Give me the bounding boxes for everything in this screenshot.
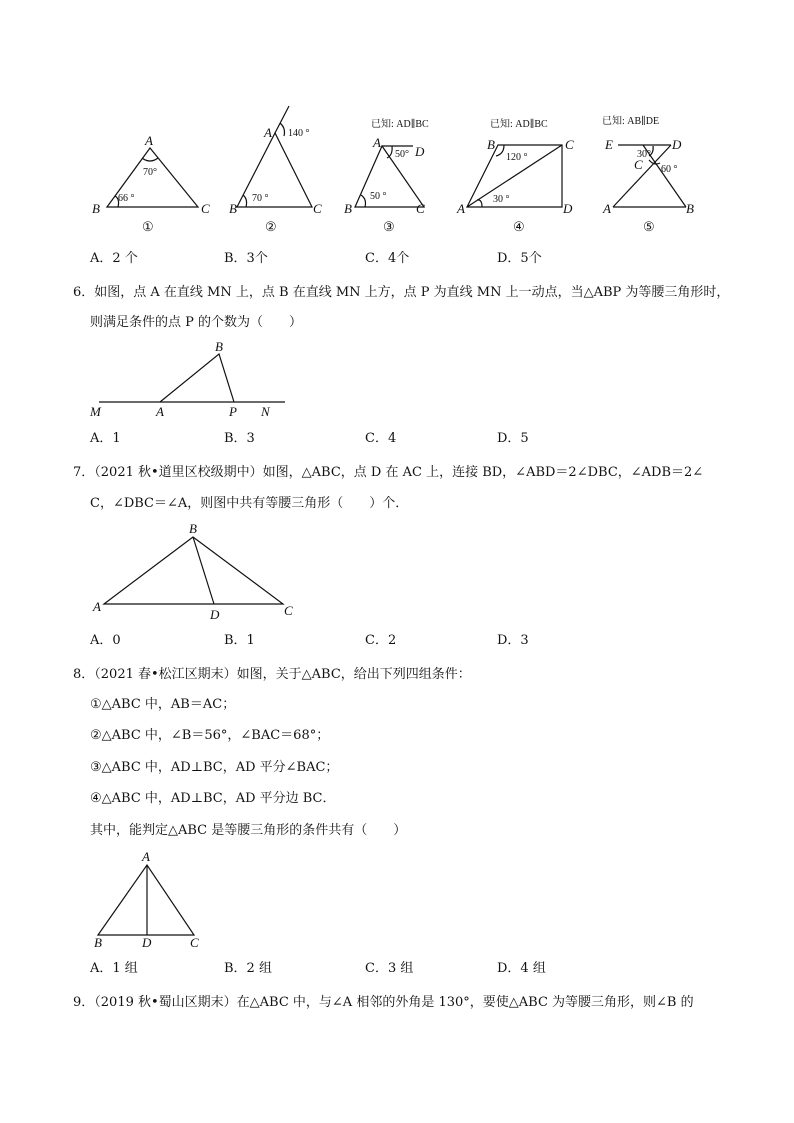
angle-arc-3b (361, 195, 366, 207)
label-a: A (142, 849, 150, 864)
label-e: E (605, 137, 613, 152)
option-c: C．2 (365, 633, 397, 648)
triangle-3 (355, 146, 424, 207)
label-a: A (93, 599, 101, 614)
given-text: 已知: AD∥BC (371, 119, 429, 130)
label-d: D (210, 607, 220, 622)
figure-q8 (85, 846, 215, 954)
option-d: D．3 (497, 633, 529, 648)
figure-number: ① (142, 219, 154, 234)
angle-arc-3a (387, 146, 392, 158)
label-c: C (565, 137, 574, 152)
question-6-line-2: 则满足条件的点 P 的个数为（ ） (90, 315, 303, 330)
angle-label: 30 ° (493, 194, 510, 205)
angle-label: 120 ° (506, 152, 528, 163)
option-d: D．5 (497, 431, 529, 446)
given-text: 已知: AB∥DE (602, 116, 660, 127)
label-a: A (156, 404, 164, 419)
angle-label: 70° (143, 167, 157, 178)
question-8-line-1: 8．（2021 春•松江区期末）如图，关于△ABC，给出下列四组条件： (73, 667, 471, 682)
figure-row-q5 (80, 100, 710, 240)
option-a: A．1 组 (90, 961, 138, 976)
figure-number: ⑤ (643, 219, 655, 234)
triangle-abp (160, 354, 234, 402)
angle-label: 30° (637, 149, 651, 160)
question-7-line-2: C，∠DBC＝∠A，则图中共有等腰三角形（ ）个． (90, 496, 409, 511)
condition-4: ④△ABC 中，AD⊥BC，AD 平分边 BC． (90, 791, 336, 806)
option-b: B．3 (224, 431, 255, 446)
label-b: B (94, 935, 102, 950)
label-a: A (264, 125, 272, 140)
label-a: A (373, 135, 381, 150)
label-d: D (415, 144, 425, 159)
label-d: D (672, 137, 682, 152)
question-7-line-1: 7．（2021 秋•道里区校级期中）如图，△ABC，点 D 在 AC 上，连接 BD，∠ABD＝2∠DBC，∠ADB＝2∠ (73, 465, 704, 480)
label-c: C (634, 157, 643, 172)
label-b: B (344, 201, 352, 216)
label-a: A (457, 201, 465, 216)
label-n: N (261, 404, 270, 419)
option-c: C．4个 (365, 251, 410, 266)
angle-label: 66 ° (118, 193, 135, 204)
label-b: B (686, 201, 694, 216)
option-c: C．3 组 (365, 961, 414, 976)
angle-arc-2b (243, 195, 247, 207)
condition-1: ①△ABC 中，AB＝AC； (90, 697, 236, 712)
given-text: 已知: AD∥BC (490, 119, 548, 130)
option-a: A．0 (90, 633, 121, 648)
option-d: D．5个 (497, 251, 542, 266)
condition-2: ②△ABC 中，∠B＝56°，∠BAC＝68°； (90, 728, 330, 743)
extended-side-2 (275, 106, 289, 133)
label-m: M (90, 404, 101, 419)
label-a: A (145, 133, 153, 148)
label-d: D (142, 935, 152, 950)
question-8-ask: 其中，能判定△ABC 是等腰三角形的条件共有（ ） (90, 823, 407, 838)
label-c: C (201, 201, 210, 216)
label-c: C (284, 603, 293, 618)
option-d: D．4 组 (497, 961, 546, 976)
angle-label: 50° (395, 149, 409, 160)
option-b: B．1 (224, 633, 255, 648)
figure-number: ④ (513, 219, 525, 234)
label-b: B (215, 339, 223, 354)
figure-number: ③ (383, 219, 395, 234)
option-a: A．1 (90, 431, 121, 446)
label-d: D (563, 201, 573, 216)
angle-label: 140 ° (288, 128, 310, 139)
triangle-abc (104, 537, 283, 604)
figure-number: ② (265, 219, 277, 234)
label-b: B (487, 137, 495, 152)
angle-label: 50 ° (370, 191, 387, 202)
label-c: C (190, 935, 199, 950)
label-c: C (313, 201, 322, 216)
condition-3: ③△ABC 中，AD⊥BC，AD 平分∠BAC； (90, 760, 339, 775)
angle-label: 70 ° (252, 193, 269, 204)
option-c: C．4 (365, 431, 397, 446)
triangle-2 (237, 133, 312, 207)
angle-label: 60 ° (661, 164, 678, 175)
label-b: B (189, 521, 197, 536)
option-a: A．2 个 (90, 251, 138, 266)
figure-q7 (85, 518, 305, 623)
segment-bd (193, 537, 214, 604)
triangle-abc (98, 865, 194, 935)
label-p: P (229, 404, 237, 419)
angle-arc-1a (142, 158, 158, 161)
question-9-line-1: 9．（2019 秋•蜀山区期末）在△ABC 中，与∠A 相邻的外角是 130°，要使△ABC 为等腰三角形，则∠B 的 (73, 995, 694, 1010)
label-b: B (92, 201, 100, 216)
option-b: B．3个 (224, 251, 268, 266)
angle-arc-2a (280, 123, 285, 136)
angle-arc-4b (477, 200, 482, 207)
question-6-line-1: 6．如图，点 A 在直线 MN 上，点 B 在直线 MN 上方，点 P 为直线 MN 上一动点，当△ABP 为等腰三角形时， (73, 285, 730, 300)
label-a: A (603, 201, 611, 216)
label-b: B (229, 201, 237, 216)
figure-q6 (85, 335, 295, 420)
option-b: B．2 组 (224, 961, 272, 976)
label-c: C (416, 201, 425, 216)
